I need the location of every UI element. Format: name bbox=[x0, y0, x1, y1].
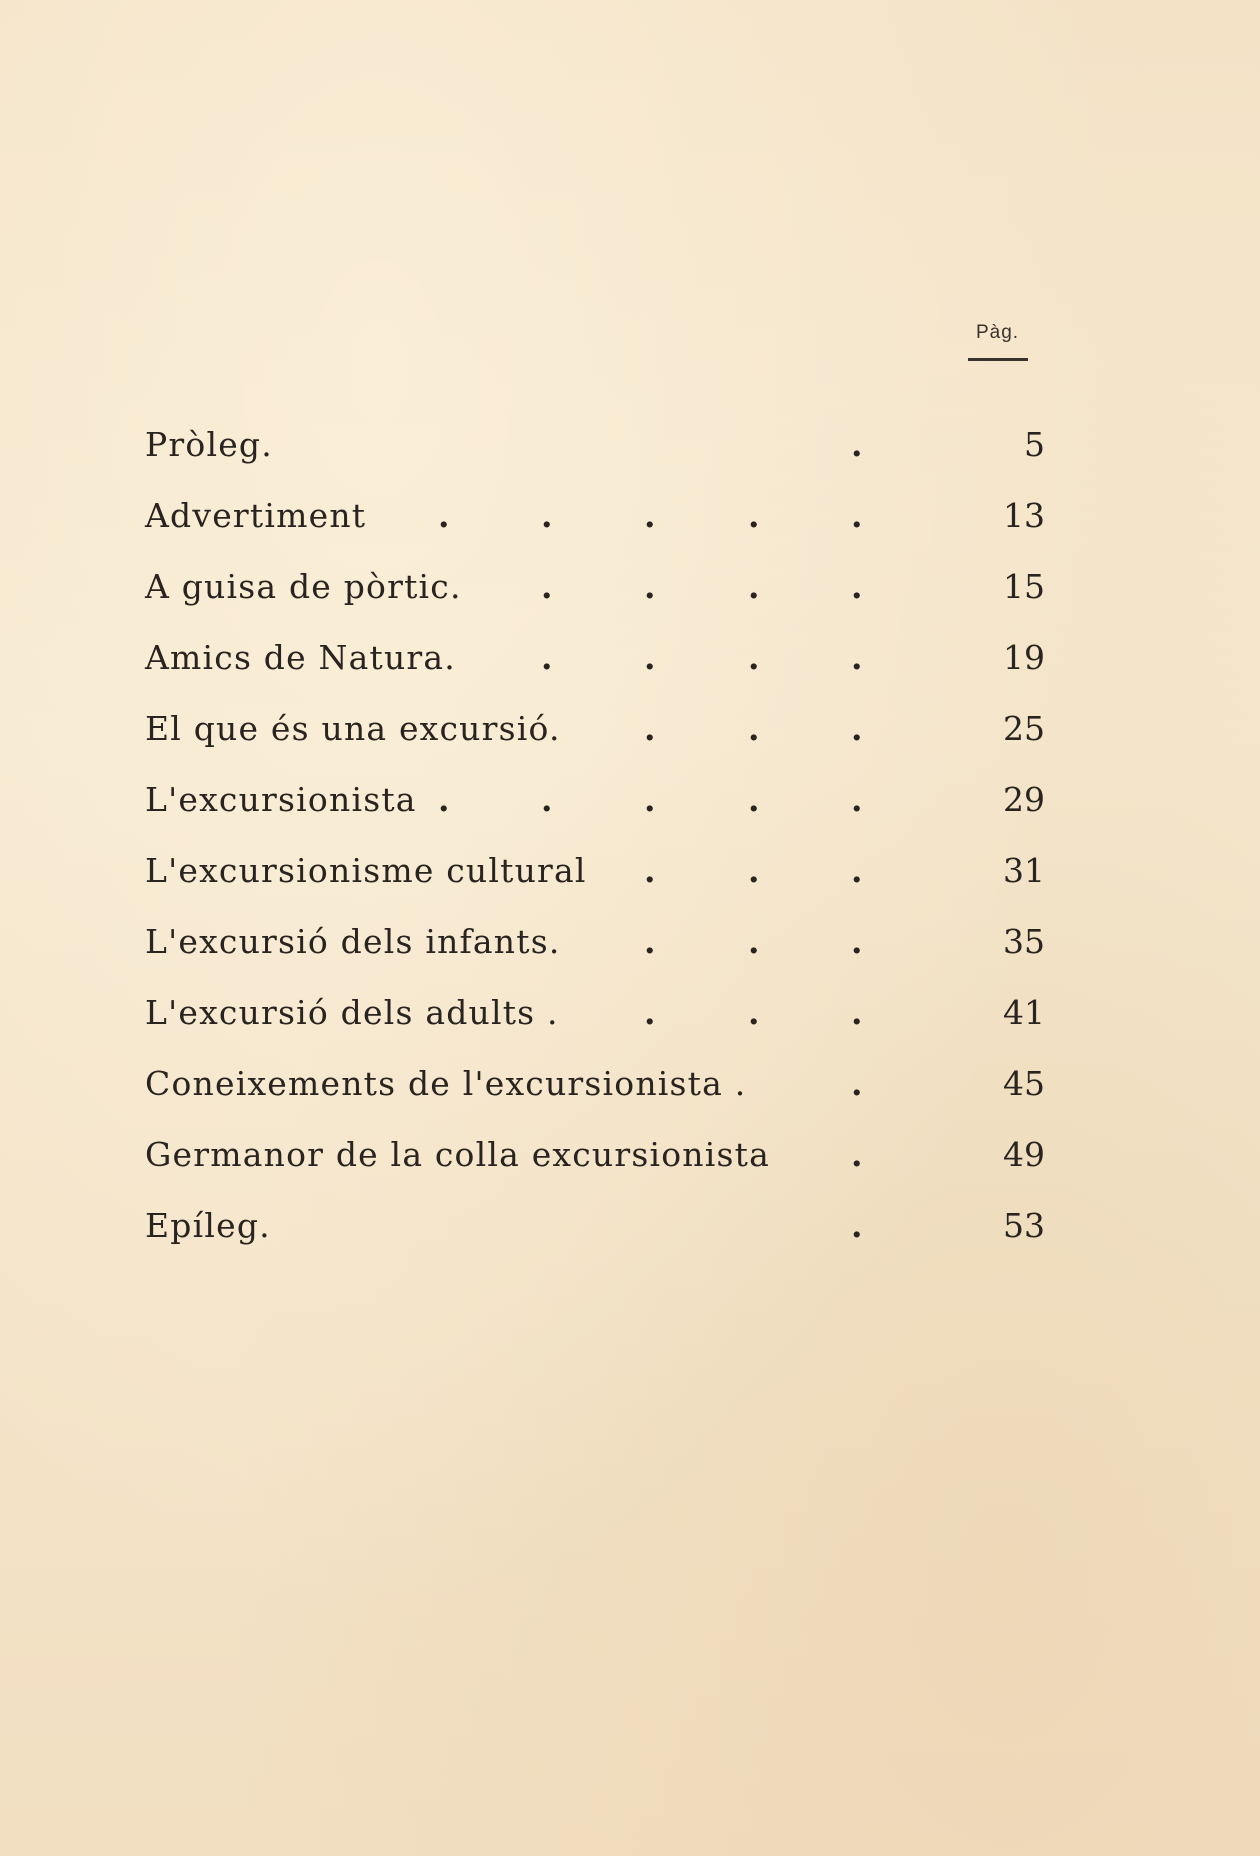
leader-dot: . bbox=[748, 780, 760, 819]
toc-entry-page: 49 bbox=[1003, 1135, 1045, 1174]
toc-entry bbox=[145, 491, 1045, 562]
leader-dot: . bbox=[748, 496, 760, 535]
page-column-label: Pàg. bbox=[975, 322, 1020, 343]
leader-dot: . bbox=[851, 709, 863, 748]
toc-entry-page: 35 bbox=[1003, 922, 1045, 961]
toc-entry bbox=[145, 633, 1045, 704]
leader-dot: . bbox=[541, 638, 553, 677]
toc-entry bbox=[145, 775, 1045, 846]
leader-dot: . bbox=[644, 638, 656, 677]
toc-entry-title: L'excursió dels adults . bbox=[145, 993, 559, 1032]
leader-dot: . bbox=[748, 638, 760, 677]
leader-dot: . bbox=[644, 567, 656, 606]
toc-entry-page: 41 bbox=[1003, 993, 1045, 1032]
leader-dot: . bbox=[541, 567, 553, 606]
leader-dot: . bbox=[748, 922, 760, 961]
leader-dot: . bbox=[644, 496, 656, 535]
leader-dot: . bbox=[851, 1135, 863, 1174]
leader-dot: . bbox=[851, 567, 863, 606]
toc-entry-title: El que és una excursió. bbox=[145, 709, 561, 748]
toc-entry-page: 19 bbox=[1003, 638, 1045, 677]
toc-entry-title: L'excursionisme cultural bbox=[145, 851, 587, 890]
leader-dot: . bbox=[644, 993, 656, 1032]
leader-dot: . bbox=[748, 567, 760, 606]
toc-entry-title: Germanor de la colla excursionista bbox=[145, 1135, 770, 1174]
leader-dot: . bbox=[748, 709, 760, 748]
leader-dot: . bbox=[851, 993, 863, 1032]
leader-dot: . bbox=[851, 851, 863, 890]
leader-dot: . bbox=[541, 496, 553, 535]
leader-dot: . bbox=[438, 496, 450, 535]
toc-entry bbox=[145, 562, 1045, 633]
toc-entry-page: 31 bbox=[1003, 851, 1045, 890]
toc-entry-page: 25 bbox=[1003, 709, 1045, 748]
toc-entry bbox=[145, 420, 1045, 491]
toc-entry bbox=[145, 704, 1045, 775]
toc-entry bbox=[145, 1130, 1045, 1201]
leader-dot: . bbox=[644, 780, 656, 819]
toc-entry-page: 45 bbox=[1003, 1064, 1045, 1103]
toc-entry bbox=[145, 1201, 1045, 1272]
leader-dot: . bbox=[851, 1206, 863, 1245]
leader-dot: . bbox=[851, 922, 863, 961]
leader-dot: . bbox=[851, 425, 863, 464]
toc-entry-title: Pròleg. bbox=[145, 425, 273, 464]
toc-entry-page: 5 bbox=[1024, 425, 1045, 464]
toc-entry-title: Coneixements de l'excursionista . bbox=[145, 1064, 747, 1103]
leader-dot: . bbox=[851, 638, 863, 677]
leader-dot: . bbox=[438, 780, 450, 819]
leader-dot: . bbox=[644, 922, 656, 961]
leader-dot: . bbox=[644, 709, 656, 748]
toc-entry-title: Amics de Natura. bbox=[145, 638, 456, 677]
toc-entry-page: 53 bbox=[1003, 1206, 1045, 1245]
toc-entry-title: Epíleg. bbox=[145, 1206, 271, 1245]
leader-dot: . bbox=[541, 780, 553, 819]
toc-entry bbox=[145, 988, 1045, 1059]
toc-entry-title: L'excursió dels infants. bbox=[145, 922, 561, 961]
leader-dot: . bbox=[851, 1064, 863, 1103]
leader-dot: . bbox=[851, 496, 863, 535]
toc-entry-page: 13 bbox=[1003, 496, 1045, 535]
toc-entry-page: 15 bbox=[1003, 567, 1045, 606]
leader-dot: . bbox=[851, 780, 863, 819]
leader-dot: . bbox=[644, 851, 656, 890]
leader-dot: . bbox=[748, 993, 760, 1032]
toc-entry-title: L'excursionista bbox=[145, 780, 417, 819]
table-of-contents bbox=[145, 420, 1045, 1272]
toc-entry bbox=[145, 1059, 1045, 1130]
toc-entry bbox=[145, 917, 1045, 988]
toc-entry-title: Advertiment bbox=[145, 496, 367, 535]
toc-entry-title: A guisa de pòrtic. bbox=[145, 567, 462, 606]
toc-entry bbox=[145, 846, 1045, 917]
leader-dot: . bbox=[748, 851, 760, 890]
page-column-header bbox=[950, 322, 1045, 361]
toc-entry-page: 29 bbox=[1003, 780, 1045, 819]
page-column-rule bbox=[968, 358, 1028, 361]
